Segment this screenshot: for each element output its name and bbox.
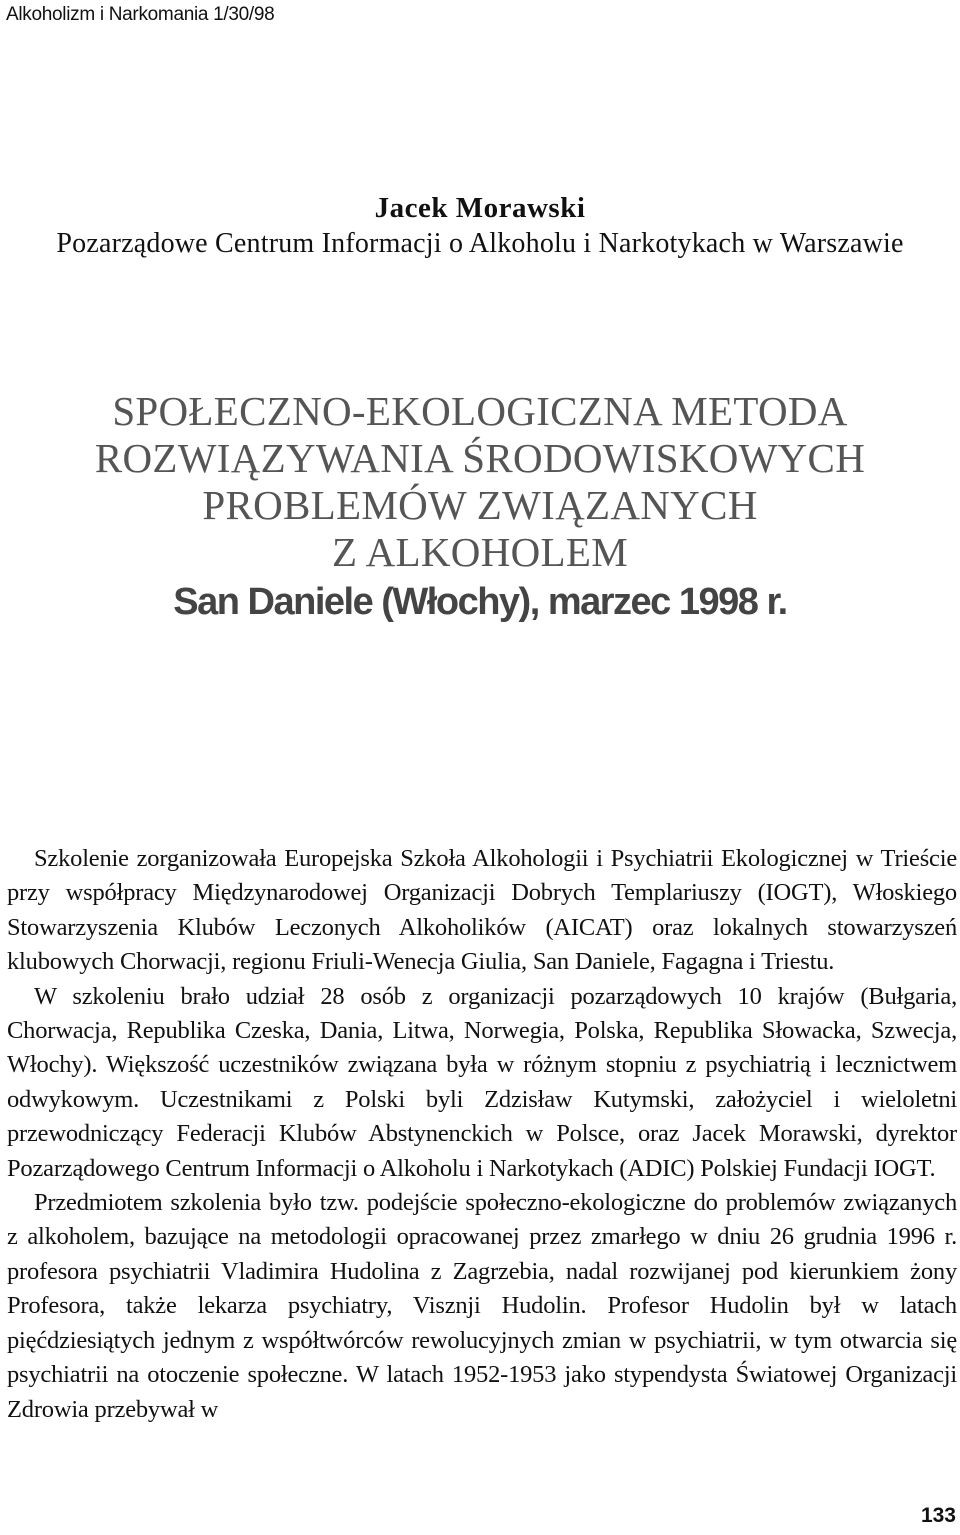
body-paragraph: Przedmiotem szkolenia było tzw. podejście społeczno-ekologiczne do problemów związanych z alkoholem, bazujące na metodologii opracowanej przez zmarłego w dniu 26 grudnia 1996 r. profesora psychiatrii Vladimira Hudolina z Zagrzebia, nadal rozwijanej pod kierunkiem żony Profesora, także lekarza psychiatry, Visznji Hudolin. Profesor Hudolin był w latach pięćdziesiątych jednym z współtwórców rewolucyjnych zmian w psychiatrii, w tym otwarcia się psychiatrii na otoczenie społeczne. W latach 1952-1953 jako stypendysta Światowej Organizacji Zdrowia przebywał w (7, 1189, 957, 1423)
body-paragraph: W szkoleniu brało udział 28 osób z organizacji pozarządowych 10 krajów (Bułgaria, Chorwacja, Republika Czeska, Dania, Litwa, Norwegia, Polska, Republika Słowacka, Szwecja, Włochy). Większość uczestników związana była w różnym stopniu z psychiatrią i lecznictwem odwykowym. Uczestnikami z Polski byli Zdzisław Kutymski, założyciel i wieloletni przewodniczący Federacji Klubów Abstynenckich w Polsce, oraz Jacek Morawski, dyrektor Pozarządowego Centrum Informacji o Alkoholu i Narkotykach (ADIC) Polskiej Fundacji IOGT. (7, 982, 957, 1182)
author-affiliation: Pozarządowe Centrum Informacji o Alkoholu i Narkotykach w Warszawie (56, 228, 904, 259)
running-header: Alkoholizm i Narkomania 1/30/98 (6, 4, 275, 25)
author-block (0, 190, 960, 262)
article-title (0, 388, 960, 628)
page-number: 133 (920, 1504, 956, 1527)
title-line: Z ALKOHOLEM (332, 529, 628, 575)
title-line: PROBLEMÓW ZWIĄZANYCH (202, 482, 758, 528)
body-paragraph: Szkolenie zorganizowała Europejska Szkoła Alkohologii i Psychiatrii Ekologicznej w Trieście przy współpracy Międzynarodowej Organizacji Dobrych Templariuszy (IOGT), Włoskiego Stowarzyszenia Klubów Leczonych Alkoholików (AICAT) oraz lokalnych stowarzyszeń klubowych Chorwacji, regionu Friuli-Wenecja Giulia, San Daniele, Fagagna i Triestu. (7, 845, 957, 976)
article-body (7, 842, 957, 1427)
article-subtitle: San Daniele (Włochy), marzec 1998 r. (173, 581, 787, 623)
author-name: Jacek Morawski (374, 192, 586, 224)
title-line: ROZWIĄZYWANIA ŚRODOWISKOWYCH (94, 435, 866, 481)
title-line: SPOŁECZNO-EKOLOGICZNA METODA (112, 388, 848, 434)
